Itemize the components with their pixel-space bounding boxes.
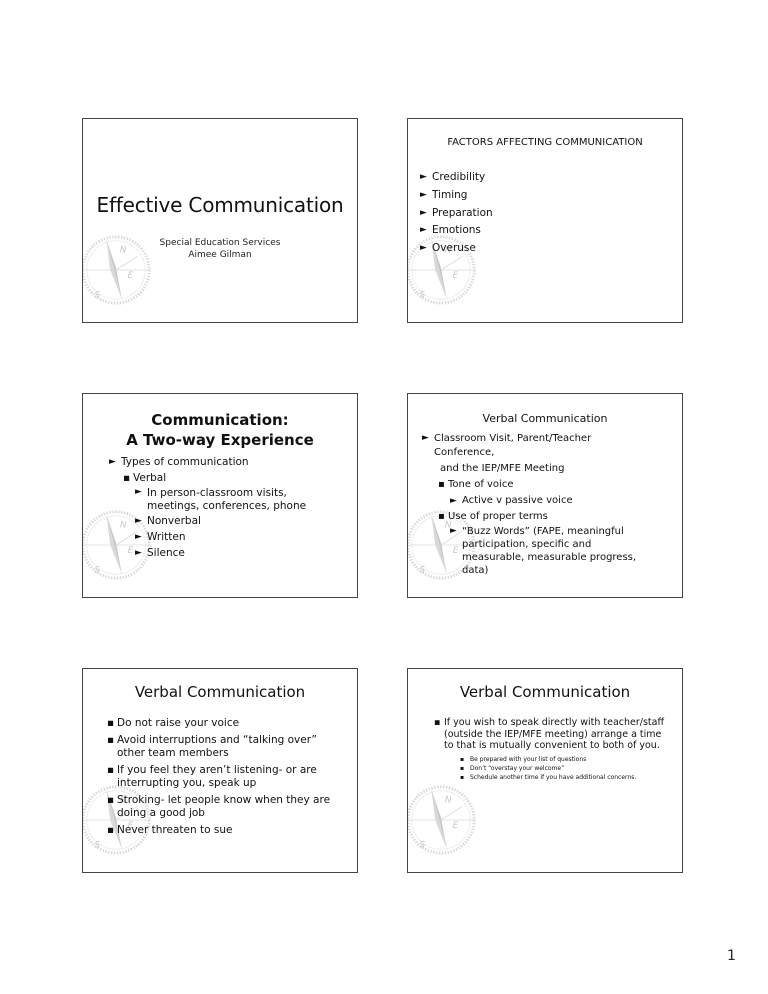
slide-title: FACTORS AFFECTING COMMUNICATION — [447, 137, 643, 148]
verbal-contexts-list — [408, 432, 682, 577]
slide-5-verbal — [82, 668, 358, 873]
slide-subtitle — [125, 237, 315, 261]
list-item: ▪ Schedule another time if you have additional concerns. — [470, 773, 672, 782]
department-label: Special Education Services — [159, 238, 281, 248]
slide-6-verbal — [407, 668, 683, 873]
list-item: ▪ If you feel they aren’t listening- or are interrupting you, speak up — [117, 764, 343, 791]
slide-title: Verbal Communication — [482, 412, 608, 425]
slide-title: Effective Communication — [96, 193, 344, 217]
list-item: ▪ Don’t “overstay your welcome” — [470, 764, 672, 773]
list-item: ► Written — [147, 529, 349, 545]
list-item: ► Active v passive voice — [462, 493, 682, 509]
list-item: ► In person-classroom visits, meetings, conferences, phone — [147, 486, 309, 513]
list-item: ► “Buzz Words” (FAPE, meaningful participation, specific and measurable, measurable progress, data) — [462, 525, 646, 577]
slide-title — [83, 410, 357, 450]
list-item: ► Types of communication — [121, 454, 349, 470]
list-item: ▪ Tone of voice — [448, 477, 682, 493]
list-item: ▪ Never threaten to sue — [117, 824, 343, 838]
list-item: ▪ Stroking- let people know when they are doing a good job — [117, 794, 343, 821]
meeting-advice-list — [444, 717, 670, 752]
title-line: A Two-way Experience — [126, 431, 314, 449]
presenter-name: Aimee Gilman — [188, 250, 252, 260]
list-item: ▪ If you wish to speak directly with teacher/staff (outside the IEP/MFE meeting) arrange a time to that is mutually convenient to both of you. — [444, 717, 670, 752]
compass-icon — [407, 781, 480, 859]
list-item: ► Nonverbal — [147, 513, 349, 529]
list-item: ► Timing — [432, 187, 493, 205]
slide-2-factors — [407, 118, 683, 323]
list-item: ▪ Do not raise your voice — [117, 717, 343, 731]
verbal-tips-list — [117, 717, 343, 837]
list-item: ► Credibility — [432, 169, 493, 187]
factors-list — [432, 169, 493, 258]
list-item: ▪ Verbal — [133, 470, 349, 486]
list-item: ► Emotions — [432, 222, 493, 240]
slide-title: Verbal Communication — [459, 683, 631, 701]
list-item: and the IEP/MFE Meeting — [440, 463, 565, 474]
list-item: ▪ Be prepared with your list of questions — [470, 755, 672, 764]
slide-1-title — [82, 118, 358, 323]
communication-types-list — [83, 454, 349, 561]
title-line: Communication: — [151, 411, 289, 429]
slide-3-two-way — [82, 393, 358, 598]
list-item: ▪ Avoid interruptions and “talking over” other team members — [117, 734, 343, 761]
list-item: ► Classroom Visit, Parent/Teacher Conference, — [434, 432, 642, 459]
list-item: ▪ Use of proper terms — [448, 509, 682, 525]
list-item: ► Silence — [147, 545, 349, 561]
page-number: 1 — [727, 948, 736, 964]
list-item: ► Overuse — [432, 240, 493, 258]
slide-4-verbal — [407, 393, 683, 598]
meeting-sub-list — [470, 755, 672, 782]
list-item: ► Preparation — [432, 205, 493, 223]
slide-title: Verbal Communication — [134, 683, 306, 701]
